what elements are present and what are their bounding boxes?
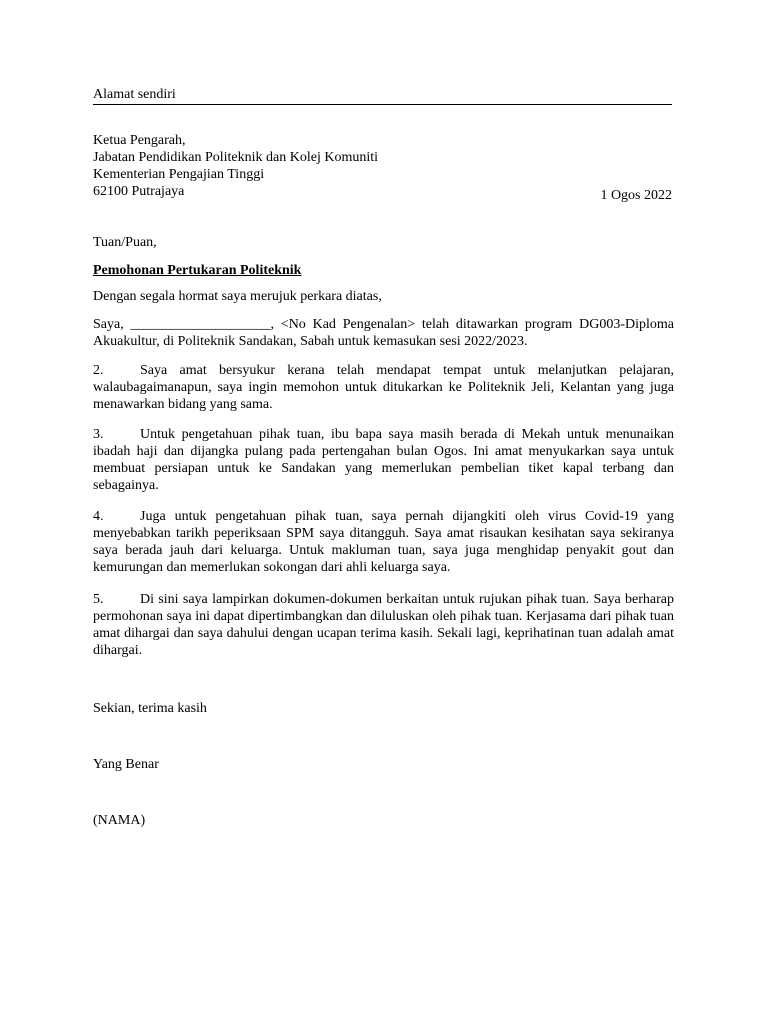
recipient-address [93,132,672,200]
paragraph-2 [93,362,674,413]
letter-date: 1 Ogos 2022 [600,188,672,203]
paragraph-number: 2. [93,363,104,378]
paragraph-text: Saya amat bersyukur kerana telah mendapat tempat untuk melanjutkan pelajaran, walaubagaimanapun, saya ingin memohon untuk ditukarkan ke Politeknik Jeli, Kelantan yang juga menawarkan bidang yang sama. [93,363,674,412]
sender-address-underline [93,103,672,105]
paragraph-number: 3. [93,427,104,442]
recipient-line-3: Kementerian Pengajian Tinggi [93,167,265,182]
recipient-line-2: Jabatan Pendidikan Politeknik dan Kolej Komuniti [93,150,379,165]
paragraph-5 [93,591,674,659]
paragraph-number: 4. [93,509,104,524]
letter-subject: Pemohonan Pertukaran Politeknik [93,263,302,278]
intro-paragraph: Saya, ____________________, <No Kad Pengenalan> telah ditawarkan program DG003-Diploma Akuakultur, di Politeknik Sandakan, Sabah untuk kemasukan sesi 2022/2023. [93,317,674,349]
paragraph-3 [93,426,674,494]
opening-line: Dengan segala hormat saya merujuk perkara diatas, [93,289,382,304]
paragraph-text: Di sini saya lampirkan dokumen-dokumen berkaitan untuk rujukan pihak tuan. Saya berharap permohonan saya ini dapat dipertimbangkan dan diluluskan oleh pihak tuan. Kerjasama dari pihak tuan amat dihargai dan saya dahului dengan ucapan terima kasih. Sekali lagi, keprihatinan tuan adalah amat dihargai. [93,592,674,658]
salutation: Tuan/Puan, [93,235,157,250]
paragraph-text: Juga untuk pengetahuan pihak tuan, saya pernah dijangkiti oleh virus Covid-19 yang menyebabkan tarikh peperiksaan SPM saya ditangguh. Saya amat risaukan kesihatan saya sekiranya saya berada jauh dari keluarga. Untuk makluman tuan, saya juga menghidap penyakit gout dan kemurungan dan memerlukan sokongan dari ahli keluarga saya. [93,509,674,575]
recipient-line-4: 62100 Putrajaya [93,184,185,199]
paragraph-4 [93,508,674,576]
paragraph-number: 5. [93,592,104,607]
signatory-name: (NAMA) [93,813,146,828]
closing-sign-off: Yang Benar [93,757,159,772]
recipient-line-1: Ketua Pengarah, [93,133,186,148]
sender-address-block [93,86,672,105]
closing-thanks: Sekian, terima kasih [93,701,207,716]
paragraph-text: Untuk pengetahuan pihak tuan, ibu bapa saya masih berada di Mekah untuk menunaikan ibadah haji dan dijangka pulang pada pertengahan bulan Ogos. Ini amat menyukarkan saya untuk membuat persiapan untuk ke Sandakan yang memerlukan pembelian tiket kapal terbang dan sebagainya. [93,427,674,493]
sender-address: Alamat sendiri [93,87,176,102]
